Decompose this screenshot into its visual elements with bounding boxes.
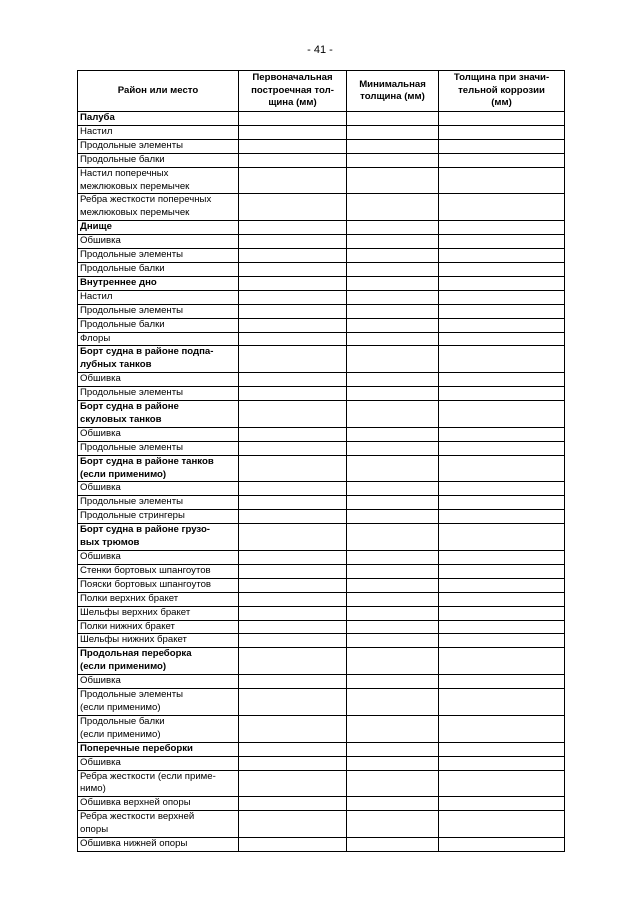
empty-value-cell [347, 387, 439, 401]
row-label: Обшивка [78, 675, 239, 689]
table-row [78, 249, 565, 263]
section-heading: Продольная переборка (если применимо) [78, 648, 239, 675]
table-row [78, 811, 565, 838]
table-row [78, 715, 565, 742]
table-row [78, 742, 565, 756]
empty-value-cell [239, 125, 347, 139]
row-label: Полки нижних бракет [78, 620, 239, 634]
table-row [78, 332, 565, 346]
empty-value-cell [239, 290, 347, 304]
empty-value-cell [439, 455, 565, 482]
section-heading: Борт судна в районе скуловых танков [78, 401, 239, 428]
empty-value-cell [347, 756, 439, 770]
table-row [78, 401, 565, 428]
empty-value-cell [239, 811, 347, 838]
empty-value-cell [347, 441, 439, 455]
empty-value-cell [439, 675, 565, 689]
empty-value-cell [439, 235, 565, 249]
empty-value-cell [347, 318, 439, 332]
empty-value-cell [239, 235, 347, 249]
table-row [78, 524, 565, 551]
empty-value-cell [239, 153, 347, 167]
row-label: Обшивка [78, 373, 239, 387]
empty-value-cell [239, 578, 347, 592]
table-row [78, 592, 565, 606]
empty-value-cell [439, 318, 565, 332]
table-row [78, 304, 565, 318]
empty-value-cell [239, 221, 347, 235]
empty-value-cell [239, 112, 347, 126]
empty-value-cell [347, 153, 439, 167]
empty-value-cell [347, 401, 439, 428]
section-heading: Палуба [78, 112, 239, 126]
empty-value-cell [439, 524, 565, 551]
table-row [78, 648, 565, 675]
row-label: Пояски бортовых шпангоутов [78, 578, 239, 592]
empty-value-cell [239, 756, 347, 770]
empty-value-cell [239, 838, 347, 852]
empty-value-cell [439, 221, 565, 235]
empty-value-cell [439, 427, 565, 441]
empty-value-cell [439, 276, 565, 290]
empty-value-cell [439, 770, 565, 797]
empty-value-cell [239, 742, 347, 756]
row-label: Продольные балки (если применимо) [78, 715, 239, 742]
empty-value-cell [439, 564, 565, 578]
empty-value-cell [347, 564, 439, 578]
empty-value-cell [439, 715, 565, 742]
page-number: - 41 - [307, 44, 333, 56]
header-original-thickness-text: Первоначальная построечная тол- щина (мм) [251, 72, 334, 109]
empty-value-cell [239, 387, 347, 401]
empty-value-cell [347, 427, 439, 441]
empty-value-cell [347, 221, 439, 235]
empty-value-cell [239, 262, 347, 276]
empty-value-cell [347, 742, 439, 756]
empty-value-cell [439, 112, 565, 126]
table-row [78, 838, 565, 852]
empty-value-cell [239, 675, 347, 689]
row-label: Настил поперечных межлюковых перемычек [78, 167, 239, 194]
empty-value-cell [439, 153, 565, 167]
empty-value-cell [347, 304, 439, 318]
empty-value-cell [239, 551, 347, 565]
empty-value-cell [239, 648, 347, 675]
table-row [78, 455, 565, 482]
empty-value-cell [239, 441, 347, 455]
empty-value-cell [347, 332, 439, 346]
table-row [78, 194, 565, 221]
empty-value-cell [439, 496, 565, 510]
empty-value-cell [439, 648, 565, 675]
row-label: Продольные элементы [78, 249, 239, 263]
table-row [78, 427, 565, 441]
table-row [78, 634, 565, 648]
empty-value-cell [347, 811, 439, 838]
empty-value-cell [239, 401, 347, 428]
empty-value-cell [347, 578, 439, 592]
row-label: Продольные элементы [78, 387, 239, 401]
empty-value-cell [239, 249, 347, 263]
empty-value-cell [439, 620, 565, 634]
empty-value-cell [439, 797, 565, 811]
section-heading: Борт судна в районе танков (если применимо) [78, 455, 239, 482]
table-row [78, 373, 565, 387]
table-row [78, 276, 565, 290]
empty-value-cell [347, 139, 439, 153]
row-label: Продольные элементы (если применимо) [78, 689, 239, 716]
empty-value-cell [439, 811, 565, 838]
table-row [78, 797, 565, 811]
empty-value-cell [347, 838, 439, 852]
row-label: Обшивка [78, 551, 239, 565]
table-row [78, 689, 565, 716]
table-row [78, 510, 565, 524]
empty-value-cell [347, 249, 439, 263]
table-row [78, 139, 565, 153]
section-heading: Борт судна в районе грузо- вых трюмов [78, 524, 239, 551]
empty-value-cell [439, 689, 565, 716]
table-row [78, 387, 565, 401]
empty-value-cell [439, 167, 565, 194]
empty-value-cell [239, 139, 347, 153]
table-row [78, 564, 565, 578]
empty-value-cell [347, 235, 439, 249]
empty-value-cell [347, 112, 439, 126]
empty-value-cell [239, 634, 347, 648]
empty-value-cell [439, 262, 565, 276]
empty-value-cell [439, 249, 565, 263]
thickness-table [77, 70, 565, 852]
empty-value-cell [239, 318, 347, 332]
empty-value-cell [439, 634, 565, 648]
empty-value-cell [439, 606, 565, 620]
empty-value-cell [347, 510, 439, 524]
empty-value-cell [347, 634, 439, 648]
empty-value-cell [347, 620, 439, 634]
table-row [78, 578, 565, 592]
table-row [78, 770, 565, 797]
table-header-row [78, 71, 565, 112]
empty-value-cell [439, 441, 565, 455]
table-row [78, 221, 565, 235]
empty-value-cell [439, 401, 565, 428]
empty-value-cell [347, 797, 439, 811]
table-row [78, 112, 565, 126]
empty-value-cell [347, 675, 439, 689]
section-heading: Поперечные переборки [78, 742, 239, 756]
table-row [78, 620, 565, 634]
empty-value-cell [439, 482, 565, 496]
row-label: Шельфы верхних бракет [78, 606, 239, 620]
empty-value-cell [239, 194, 347, 221]
empty-value-cell [239, 304, 347, 318]
empty-value-cell [347, 167, 439, 194]
empty-value-cell [347, 290, 439, 304]
empty-value-cell [239, 592, 347, 606]
row-label: Ребра жесткости поперечных межлюковых перемычек [78, 194, 239, 221]
row-label: Ребра жесткости верхней опоры [78, 811, 239, 838]
empty-value-cell [239, 346, 347, 373]
empty-value-cell [439, 194, 565, 221]
table-row [78, 318, 565, 332]
table-body [78, 112, 565, 852]
empty-value-cell [439, 387, 565, 401]
empty-value-cell [239, 564, 347, 578]
row-label: Обшивка верхней опоры [78, 797, 239, 811]
row-label: Обшивка [78, 235, 239, 249]
empty-value-cell [347, 346, 439, 373]
row-label: Продольные балки [78, 318, 239, 332]
row-label: Настил [78, 290, 239, 304]
empty-value-cell [439, 304, 565, 318]
header-location: Район или место [78, 71, 239, 112]
table-row [78, 675, 565, 689]
empty-value-cell [347, 524, 439, 551]
row-label: Обшивка [78, 756, 239, 770]
empty-value-cell [239, 496, 347, 510]
empty-value-cell [239, 427, 347, 441]
table-row [78, 153, 565, 167]
empty-value-cell [347, 648, 439, 675]
empty-value-cell [239, 510, 347, 524]
empty-value-cell [439, 551, 565, 565]
section-heading: Внутреннее дно [78, 276, 239, 290]
empty-value-cell [347, 689, 439, 716]
row-label: Обшивка [78, 482, 239, 496]
row-label: Продольные балки [78, 262, 239, 276]
empty-value-cell [347, 551, 439, 565]
empty-value-cell [439, 125, 565, 139]
empty-value-cell [439, 290, 565, 304]
header-substantial-corrosion-text: Толщина при значи- тельной коррозии (мм) [453, 72, 550, 109]
row-label: Обшивка нижней опоры [78, 838, 239, 852]
empty-value-cell [347, 770, 439, 797]
table-row [78, 235, 565, 249]
empty-value-cell [347, 482, 439, 496]
table-row [78, 167, 565, 194]
row-label: Продольные элементы [78, 304, 239, 318]
empty-value-cell [239, 332, 347, 346]
row-label: Шельфы нижних бракет [78, 634, 239, 648]
table-row [78, 441, 565, 455]
empty-value-cell [439, 346, 565, 373]
row-label: Настил [78, 125, 239, 139]
empty-value-cell [347, 373, 439, 387]
row-label: Флоры [78, 332, 239, 346]
empty-value-cell [239, 770, 347, 797]
empty-value-cell [439, 578, 565, 592]
header-substantial-corrosion [439, 71, 565, 112]
table-row [78, 125, 565, 139]
empty-value-cell [347, 715, 439, 742]
row-label: Продольные балки [78, 153, 239, 167]
empty-value-cell [439, 592, 565, 606]
section-heading: Днище [78, 221, 239, 235]
empty-value-cell [239, 482, 347, 496]
empty-value-cell [439, 373, 565, 387]
table-row [78, 262, 565, 276]
empty-value-cell [347, 455, 439, 482]
row-label: Полки верхних бракет [78, 592, 239, 606]
row-label: Ребра жесткости (если приме- нимо) [78, 770, 239, 797]
empty-value-cell [347, 496, 439, 510]
empty-value-cell [239, 797, 347, 811]
row-label: Продольные элементы [78, 496, 239, 510]
empty-value-cell [439, 332, 565, 346]
empty-value-cell [239, 620, 347, 634]
empty-value-cell [239, 276, 347, 290]
table-row [78, 482, 565, 496]
empty-value-cell [239, 689, 347, 716]
row-label: Продольные элементы [78, 139, 239, 153]
table-row [78, 496, 565, 510]
table-row [78, 551, 565, 565]
empty-value-cell [347, 606, 439, 620]
empty-value-cell [347, 276, 439, 290]
empty-value-cell [347, 125, 439, 139]
row-label: Продольные элементы [78, 441, 239, 455]
empty-value-cell [239, 373, 347, 387]
header-minimum-thickness [347, 71, 439, 112]
empty-value-cell [239, 606, 347, 620]
empty-value-cell [347, 262, 439, 276]
row-label: Обшивка [78, 427, 239, 441]
empty-value-cell [439, 838, 565, 852]
row-label: Продольные стрингеры [78, 510, 239, 524]
section-heading: Борт судна в районе подпа- лубных танков [78, 346, 239, 373]
header-minimum-thickness-text: Минимальная толщина (мм) [359, 78, 426, 102]
empty-value-cell [439, 139, 565, 153]
empty-value-cell [239, 524, 347, 551]
empty-value-cell [439, 510, 565, 524]
table-row [78, 756, 565, 770]
table-row [78, 290, 565, 304]
empty-value-cell [239, 455, 347, 482]
table-row [78, 346, 565, 373]
table-row [78, 606, 565, 620]
row-label: Стенки бортовых шпангоутов [78, 564, 239, 578]
header-original-thickness [239, 71, 347, 112]
empty-value-cell [239, 167, 347, 194]
empty-value-cell [439, 742, 565, 756]
empty-value-cell [347, 592, 439, 606]
empty-value-cell [439, 756, 565, 770]
empty-value-cell [347, 194, 439, 221]
empty-value-cell [239, 715, 347, 742]
